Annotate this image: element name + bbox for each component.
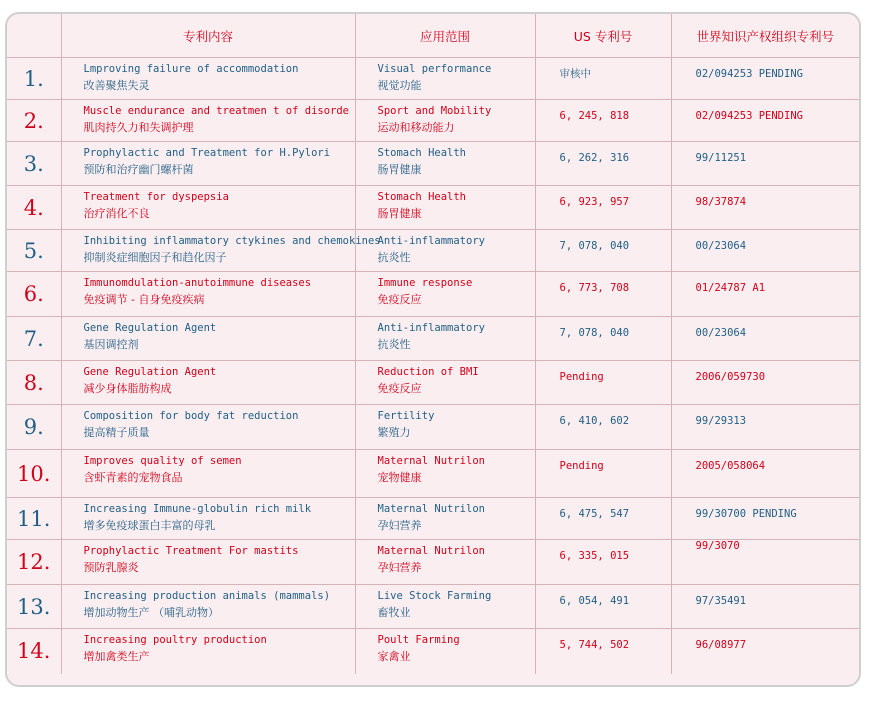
application-scope-cell bbox=[355, 272, 535, 317]
header-wipo-patent: 世界知识产权组织专利号 bbox=[671, 14, 859, 58]
content-chinese: 基因调控剂 bbox=[83, 338, 139, 351]
us-patent-cell bbox=[535, 317, 671, 361]
us-patent-cell bbox=[535, 540, 671, 585]
patent-content-cell bbox=[61, 405, 355, 450]
content-english: Immunomdulation-anutoimmune diseases bbox=[83, 277, 312, 289]
content-chinese: 减少身体脂肪构成 bbox=[83, 382, 172, 395]
patent-content-cell bbox=[61, 58, 355, 100]
scope-english: Immune response bbox=[377, 277, 473, 289]
header-us-patent: US 专利号 bbox=[535, 14, 671, 58]
content-chinese: 提高精子质量 bbox=[83, 426, 150, 439]
wipo-patent-cell bbox=[671, 450, 859, 498]
us-patent-number: Pending bbox=[559, 371, 604, 383]
scope-english: Fertility bbox=[377, 410, 435, 422]
scope-english: Anti-inflammatory bbox=[377, 235, 485, 247]
content-english: Improves quality of semen bbox=[83, 455, 242, 467]
content-english: Increasing poultry production bbox=[83, 634, 267, 646]
scope-chinese: 孕妇营养 bbox=[377, 561, 422, 574]
wipo-patent-cell bbox=[671, 540, 859, 585]
scope-chinese: 孕妇营养 bbox=[377, 519, 422, 532]
us-patent-number: 6, 410, 602 bbox=[559, 415, 630, 427]
application-scope-cell bbox=[355, 361, 535, 405]
content-english: Increasing Immune-globulin rich milk bbox=[83, 503, 312, 515]
content-english: Muscle endurance and treatmen t of disorde bbox=[83, 105, 350, 117]
us-patent-cell bbox=[535, 498, 671, 540]
row-number: 10. bbox=[7, 450, 61, 498]
table-row bbox=[7, 230, 859, 272]
patent-content-cell bbox=[61, 272, 355, 317]
scope-english: Live Stock Farming bbox=[377, 590, 492, 602]
scope-english: Maternal Nutrilon bbox=[377, 545, 485, 557]
us-patent-number: 6, 773, 708 bbox=[559, 282, 630, 294]
scope-chinese: 抗炎性 bbox=[377, 251, 411, 264]
patent-content-cell bbox=[61, 585, 355, 629]
scope-chinese: 免疫反应 bbox=[377, 293, 422, 306]
row-number: 3. bbox=[7, 142, 61, 186]
scope-chinese: 宠物健康 bbox=[377, 471, 422, 484]
patent-content-cell bbox=[61, 361, 355, 405]
scope-chinese: 家禽业 bbox=[377, 650, 411, 663]
content-chinese: 改善聚焦失灵 bbox=[83, 79, 150, 92]
row-number: 12. bbox=[7, 540, 61, 585]
content-english: Gene Regulation Agent bbox=[83, 366, 217, 378]
content-chinese: 增加禽类生产 bbox=[83, 650, 150, 663]
content-chinese: 肌肉持久力和失调护理 bbox=[83, 121, 194, 134]
scope-english: Anti-inflammatory bbox=[377, 322, 485, 334]
wipo-patent-number: 00/23064 bbox=[695, 240, 747, 252]
us-patent-number: 6, 923, 957 bbox=[559, 196, 630, 208]
scope-chinese: 免疫反应 bbox=[377, 382, 422, 395]
application-scope-cell bbox=[355, 585, 535, 629]
row-number: 14. bbox=[7, 629, 61, 674]
patent-content-cell bbox=[61, 498, 355, 540]
wipo-patent-number: 97/35491 bbox=[695, 595, 747, 607]
us-patent-number: 6, 475, 547 bbox=[559, 508, 630, 520]
wipo-patent-cell bbox=[671, 58, 859, 100]
wipo-patent-cell bbox=[671, 272, 859, 317]
scope-chinese: 肠胃健康 bbox=[377, 207, 422, 220]
row-number: 4. bbox=[7, 186, 61, 230]
scope-chinese: 运动和移动能力 bbox=[377, 121, 455, 134]
patent-content-cell bbox=[61, 450, 355, 498]
row-number: 11. bbox=[7, 498, 61, 540]
content-chinese: 免疫调节 - 自身免疫疾病 bbox=[83, 293, 205, 306]
us-patent-cell bbox=[535, 230, 671, 272]
us-patent-number: 6, 335, 015 bbox=[559, 550, 630, 562]
table-row bbox=[7, 361, 859, 405]
us-patent-cell bbox=[535, 272, 671, 317]
application-scope-cell bbox=[355, 540, 535, 585]
us-patent-cell bbox=[535, 186, 671, 230]
wipo-patent-cell bbox=[671, 230, 859, 272]
table-row bbox=[7, 405, 859, 450]
application-scope-cell bbox=[355, 498, 535, 540]
wipo-patent-cell bbox=[671, 405, 859, 450]
patent-content-cell bbox=[61, 230, 381, 272]
wipo-patent-cell bbox=[671, 100, 859, 142]
wipo-patent-number: 00/23064 bbox=[695, 327, 747, 339]
us-patent-number: 7, 078, 040 bbox=[559, 327, 630, 339]
scope-english: Maternal Nutrilon bbox=[377, 455, 485, 467]
scope-chinese: 视觉功能 bbox=[377, 79, 422, 92]
patent-content-cell bbox=[61, 186, 355, 230]
patent-content-cell bbox=[61, 142, 355, 186]
content-chinese: 治疗消化不良 bbox=[83, 207, 150, 220]
content-chinese: 含虾青素的宠物食品 bbox=[83, 471, 183, 484]
scope-chinese: 畜牧业 bbox=[377, 606, 411, 619]
application-scope-cell bbox=[355, 230, 535, 272]
table-row bbox=[7, 629, 859, 674]
us-patent-number: 5, 744, 502 bbox=[559, 639, 630, 651]
table-row bbox=[7, 58, 859, 100]
us-patent-number: 6, 262, 316 bbox=[559, 152, 630, 164]
wipo-patent-cell bbox=[671, 361, 859, 405]
table-row bbox=[7, 272, 859, 317]
content-chinese: 预防和治疗幽门螺杆菌 bbox=[83, 163, 194, 176]
application-scope-cell bbox=[355, 629, 535, 674]
wipo-patent-number: 99/29313 bbox=[695, 415, 747, 427]
content-english: Prophylactic Treatment For mastits bbox=[83, 545, 299, 557]
row-number: 13. bbox=[7, 585, 61, 629]
us-patent-cell bbox=[535, 58, 671, 100]
table-row bbox=[7, 585, 859, 629]
table-row bbox=[7, 540, 859, 585]
us-patent-number: 6, 245, 818 bbox=[559, 110, 630, 122]
us-patent-number: 审核中 bbox=[559, 68, 591, 80]
scope-chinese: 肠胃健康 bbox=[377, 163, 422, 176]
table-row bbox=[7, 450, 859, 498]
wipo-patent-cell bbox=[671, 629, 859, 674]
table-row bbox=[7, 100, 859, 142]
us-patent-number: 7, 078, 040 bbox=[559, 240, 630, 252]
wipo-patent-number: 02/094253 PENDING bbox=[695, 110, 803, 122]
content-chinese: 增多免疫球蛋白丰富的母乳 bbox=[83, 519, 216, 532]
wipo-patent-number: 98/37874 bbox=[695, 196, 747, 208]
patent-table-frame bbox=[5, 12, 861, 687]
scope-chinese: 繁殖力 bbox=[377, 426, 411, 439]
wipo-patent-cell bbox=[671, 142, 859, 186]
row-number: 8. bbox=[7, 361, 61, 405]
us-patent-cell bbox=[535, 629, 671, 674]
row-number: 5. bbox=[7, 230, 61, 272]
us-patent-cell bbox=[535, 450, 671, 498]
application-scope-cell bbox=[355, 100, 535, 142]
content-english: Treatment for dyspepsia bbox=[83, 191, 229, 203]
content-english: Gene Regulation Agent bbox=[83, 322, 217, 334]
patent-content-cell bbox=[61, 317, 355, 361]
scope-english: Reduction of BMI bbox=[377, 366, 479, 378]
row-number: 7. bbox=[7, 317, 61, 361]
scope-chinese: 抗炎性 bbox=[377, 338, 411, 351]
row-number: 9. bbox=[7, 405, 61, 450]
wipo-patent-number: 99/3070 bbox=[695, 540, 740, 552]
us-patent-number: 6, 054, 491 bbox=[559, 595, 630, 607]
header-content: 专利内容 bbox=[61, 14, 355, 58]
us-patent-cell bbox=[535, 100, 671, 142]
us-patent-cell bbox=[535, 585, 671, 629]
wipo-patent-number: 2006/059730 bbox=[695, 371, 766, 383]
content-chinese: 增加动物生产 （哺乳动物） bbox=[83, 606, 219, 619]
application-scope-cell bbox=[355, 58, 535, 100]
content-chinese: 预防乳腺炎 bbox=[83, 561, 139, 574]
row-number: 6. bbox=[7, 272, 61, 317]
table-row bbox=[7, 317, 859, 361]
wipo-patent-cell bbox=[671, 186, 859, 230]
content-english: Lmproving failure of accommodation bbox=[83, 63, 299, 75]
patent-content-cell bbox=[61, 629, 355, 674]
header-number bbox=[7, 14, 61, 58]
wipo-patent-number: 96/08977 bbox=[695, 639, 747, 651]
application-scope-cell bbox=[355, 317, 535, 361]
wipo-patent-number: 99/30700 PENDING bbox=[695, 508, 797, 520]
patent-table bbox=[7, 14, 859, 674]
row-number: 1. bbox=[7, 58, 61, 100]
wipo-patent-cell bbox=[671, 317, 859, 361]
application-scope-cell bbox=[355, 405, 535, 450]
scope-english: Maternal Nutrilon bbox=[377, 503, 485, 515]
application-scope-cell bbox=[355, 142, 535, 186]
table-header-row bbox=[7, 14, 859, 58]
header-scope: 应用范围 bbox=[355, 14, 535, 58]
us-patent-number: Pending bbox=[559, 460, 604, 472]
table-row bbox=[7, 186, 859, 230]
patent-content-cell bbox=[61, 540, 355, 585]
table-row bbox=[7, 142, 859, 186]
content-english: Inhibiting inflammatory ctykines and chemokines bbox=[83, 235, 381, 247]
wipo-patent-number: 02/094253 PENDING bbox=[695, 68, 803, 80]
scope-english: Stomach Health bbox=[377, 191, 467, 203]
application-scope-cell bbox=[355, 186, 535, 230]
content-english: Increasing production animals (mammals) bbox=[83, 590, 331, 602]
wipo-patent-number: 2005/058064 bbox=[695, 460, 766, 472]
wipo-patent-number: 99/11251 bbox=[695, 152, 747, 164]
us-patent-cell bbox=[535, 405, 671, 450]
row-number: 2. bbox=[7, 100, 61, 142]
table-body bbox=[7, 58, 859, 674]
wipo-patent-number: 01/24787 A1 bbox=[695, 282, 766, 294]
scope-english: Visual performance bbox=[377, 63, 492, 75]
content-english: Prophylactic and Treatment for H.Pylori bbox=[83, 147, 331, 159]
content-english: Composition for body fat reduction bbox=[83, 410, 299, 422]
application-scope-cell bbox=[355, 450, 535, 498]
wipo-patent-cell bbox=[671, 585, 859, 629]
scope-english: Poult Farming bbox=[377, 634, 460, 646]
scope-english: Sport and Mobility bbox=[377, 105, 492, 117]
content-chinese: 抑制炎症细胞因子和趋化因子 bbox=[83, 251, 227, 264]
us-patent-cell bbox=[535, 142, 671, 186]
us-patent-cell bbox=[535, 361, 671, 405]
patent-content-cell bbox=[61, 100, 355, 142]
scope-english: Stomach Health bbox=[377, 147, 467, 159]
